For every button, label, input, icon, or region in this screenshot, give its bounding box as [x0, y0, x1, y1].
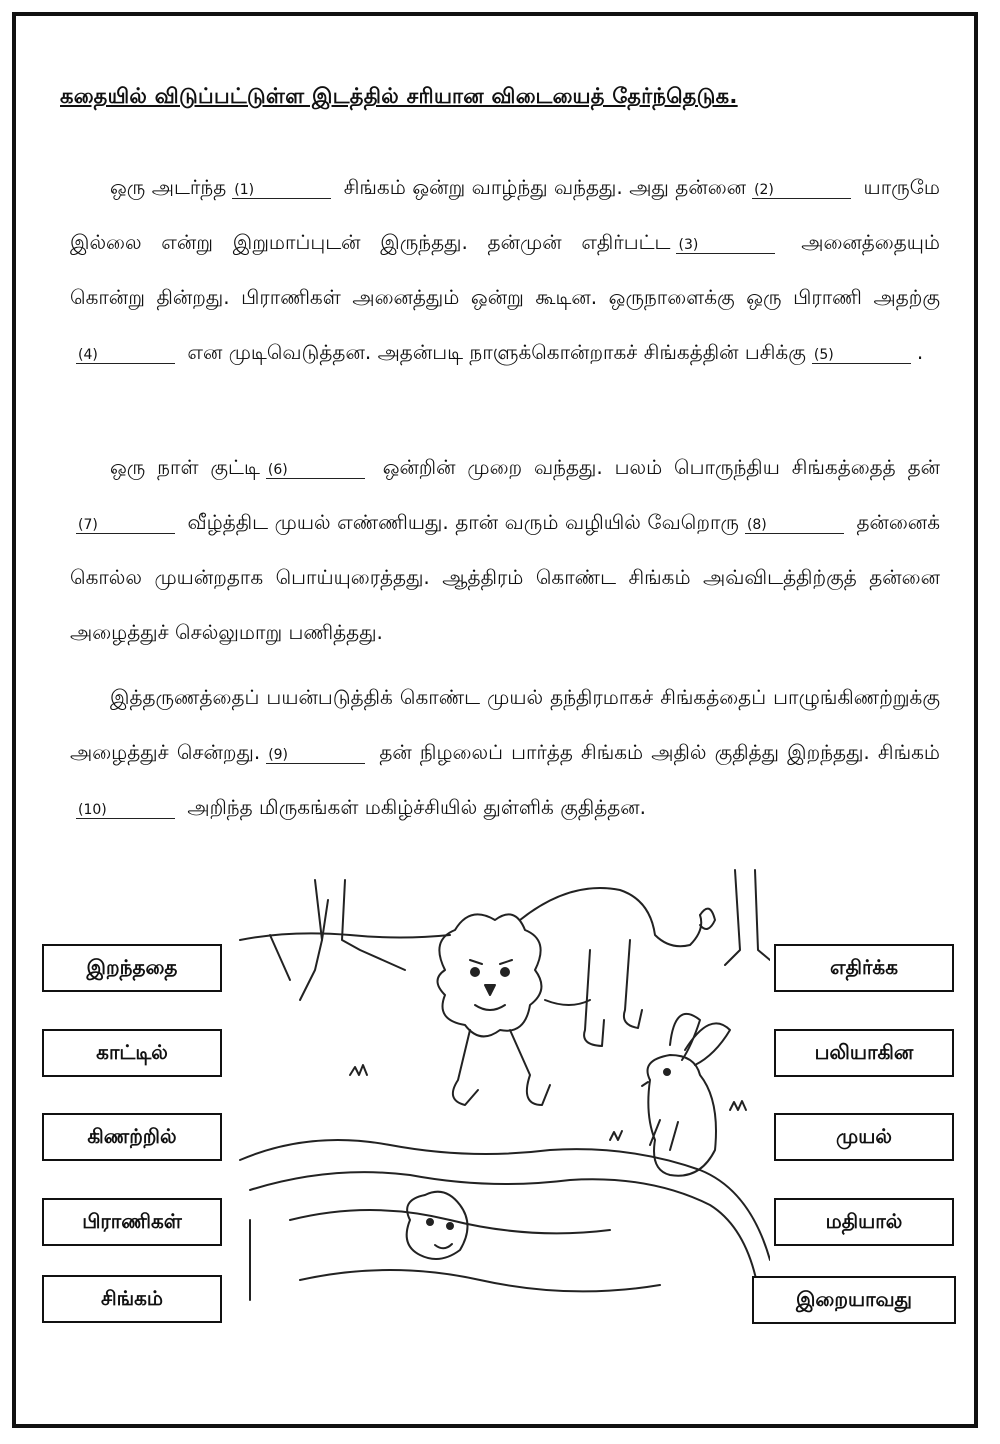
- answer-blank-3[interactable]: (3): [676, 237, 775, 254]
- story-text: அறிந்த மிருகங்கள் மகிழ்ச்சியில் துள்ளிக் குதித்தன.: [181, 795, 647, 819]
- story-text: யாருமே இல்லை என்று இறுமாப்புடன் இருந்தது. தன்முன் எதிர்பட்ட: [70, 175, 940, 254]
- lion-rabbit-well-illustration: [230, 860, 770, 1320]
- rabbit-icon: [642, 1014, 730, 1176]
- word-option-left-4[interactable]: பிராணிகள்: [42, 1198, 222, 1246]
- story-text: தன்னைக் கொல்ல முயன்றதாக பொய்யுரைத்தது. ஆத்திரம் கொண்ட சிங்கம் அவ்விடத்திற்குத் தன்னை அழைத்துச் செல்லுமாறு பணித்தது.: [70, 510, 940, 644]
- word-option-left-5[interactable]: சிங்கம்: [42, 1275, 222, 1323]
- word-option-right-2[interactable]: பலியாகின: [774, 1029, 954, 1077]
- right-tree-icon: [725, 870, 770, 965]
- story-paragraph-3: [70, 670, 940, 835]
- worksheet-title: கதையில் விடுப்பட்டுள்ள இடத்தில் சரியான விடையைத் தேர்ந்தெடுக.: [60, 84, 738, 108]
- word-option-left-3[interactable]: கிணற்றில்: [42, 1113, 222, 1161]
- story-text: தன் நிழலைப் பார்த்த சிங்கம் அதில் குதித்து இறந்தது. சிங்கம்: [371, 740, 940, 764]
- answer-blank-2[interactable]: (2): [752, 182, 851, 199]
- answer-blank-1[interactable]: (1): [232, 182, 331, 199]
- story-text: ஒரு அடர்ந்த: [110, 175, 227, 199]
- word-option-right-1[interactable]: எதிர்க்க: [774, 944, 954, 992]
- story-text: வீழ்த்திட முயல் எண்ணியது. தான் வரும் வழியில் வேறொரு: [181, 510, 739, 534]
- word-option-right-4[interactable]: மதியால்: [774, 1198, 954, 1246]
- answer-blank-9[interactable]: (9): [266, 747, 365, 764]
- word-option-left-1[interactable]: இறந்ததை: [42, 944, 222, 992]
- word-option-right-5[interactable]: இறையாவது: [752, 1276, 956, 1324]
- grass-icon: [730, 1101, 746, 1110]
- story-paragraph-1: [70, 160, 940, 380]
- lion-icon: [438, 888, 716, 1105]
- story-text: இத்தருணத்தைப் பயன்படுத்திக் கொண்ட முயல் தந்திரமாகச் சிங்கத்தைப் பாழுங்கிணற்றுக்கு அழைத்துச் சென்றது.: [70, 685, 940, 764]
- grass-icon: [610, 1131, 622, 1140]
- well-icon: [240, 1140, 770, 1300]
- story-text: சிங்கம் ஒன்று வாழ்ந்து வந்தது. அது தன்னை: [337, 175, 747, 199]
- answer-blank-10[interactable]: (10): [76, 802, 175, 819]
- story-text: .: [916, 340, 924, 364]
- word-option-left-2[interactable]: காட்டில்: [42, 1029, 222, 1077]
- grass-icon: [350, 1065, 367, 1075]
- answer-blank-6[interactable]: (6): [266, 462, 365, 479]
- answer-blank-4[interactable]: (4): [76, 347, 175, 364]
- story-text: ஒன்றின் முறை வந்தது. பலம் பொருந்திய சிங்கத்தைத் தன்: [370, 455, 940, 479]
- answer-blank-7[interactable]: (7): [76, 517, 175, 534]
- answer-blank-8[interactable]: (8): [745, 517, 844, 534]
- story-text: அனைத்தையும் கொன்று தின்றது. பிராணிகள் அனைத்தும் ஒன்று கூடின. ஒருநாளைக்கு ஒரு பிராணி அதற்கு: [70, 230, 940, 309]
- left-tree-icon: [240, 880, 450, 1000]
- story-text: என முடிவெடுத்தன. அதன்படி நாளுக்கொன்றாகச் சிங்கத்தின் பசிக்கு: [181, 340, 806, 364]
- story-text: ஒரு நாள் குட்டி: [110, 455, 260, 479]
- story-paragraph-2: [70, 440, 940, 660]
- word-option-right-3[interactable]: முயல்: [774, 1113, 954, 1161]
- answer-blank-5[interactable]: (5): [812, 347, 911, 364]
